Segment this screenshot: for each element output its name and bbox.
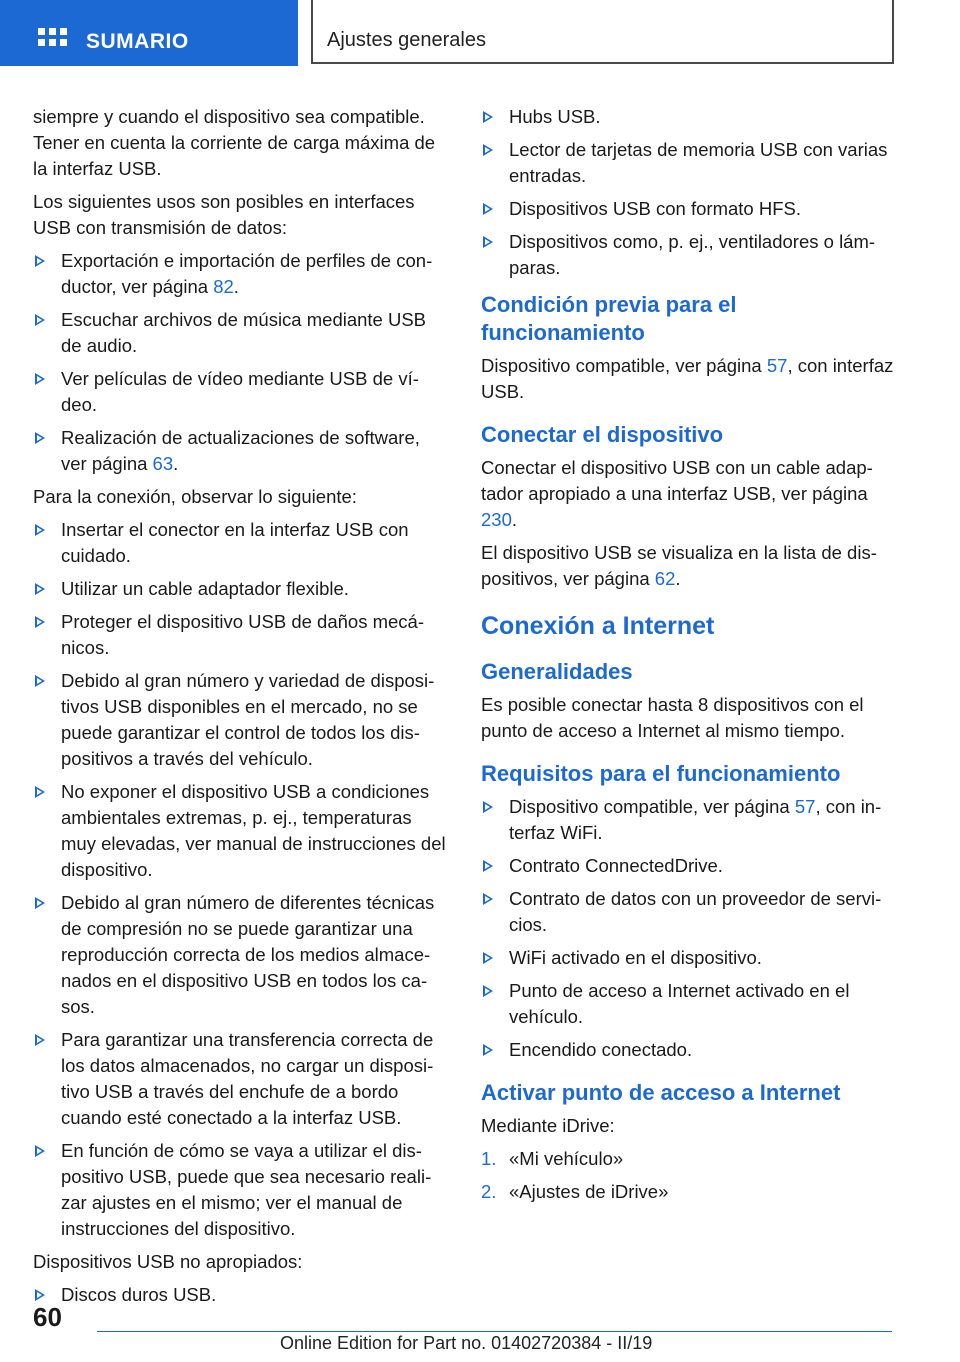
triangle-bullet-icon [483,144,493,156]
list-item-text: Debido al gran número y variedad de dispositivos USB disponibles en el mercado, no se puede garantizar el control de todos los dispositivos a través del vehículo. [61,670,435,769]
step-text: «Ajustes de iDrive» [509,1181,669,1202]
list-item-text: Dispositivo compatible, ver página [509,796,795,817]
grid-menu-icon [38,28,68,52]
section-title: Ajustes generales [327,29,486,51]
list-item-text: No exponer el dispositivo USB a condiciones ambientales extremas, p. ej., temperaturas muy elevadas, ver manual de instrucciones del dispositivo. [61,781,446,880]
triangle-bullet-icon [35,1034,45,1046]
list-item [33,517,447,569]
list-item [481,945,895,971]
list-item [481,853,895,879]
heading-condicion: Condición previa para el funcionamiento [481,292,737,345]
left-column [33,104,447,1315]
list-item-text: Dispositivos como, p. ej., ventiladores o lámparas. [509,231,876,278]
list-item [33,576,447,602]
header-bar [0,0,960,66]
list-item-text: Exportación e importación de perfiles de conductor, ver página [61,250,433,297]
section-tab[interactable] [311,0,894,64]
list-item [33,1282,447,1308]
heading-internet: Conexión a Internet [481,612,715,640]
list-item [33,366,447,418]
step-text: «Mi vehículo» [509,1148,624,1169]
list-item-text: , con interfaz WiFi. [509,796,882,843]
sumario-label: SUMARIO [86,30,189,53]
list-item-text: Discos duros USB. [61,1284,217,1305]
page-link[interactable]: 57 [766,355,788,376]
list-item [481,137,895,189]
list-item-text: Encendido conectado. [509,1039,693,1060]
step-number: 1. [481,1148,497,1169]
list-item [481,229,895,281]
paragraph: Es posible conectar hasta 8 dispositivos con el punto de acceso a Internet al mismo tiempo. [481,694,864,741]
triangle-bullet-icon [35,524,45,536]
paragraph [481,353,895,405]
list-item [33,609,447,661]
list-item-text: Debido al gran número de diferentes técnicas de compresión no se puede garantizar una reproducción correcta de los medios almacenados en el dispositivo USB en todos los casos. [61,892,435,1017]
list-item-text: Contrato de datos con un proveedor de servicios. [509,888,882,935]
list-item-text: Dispositivos USB con formato HFS. [509,198,801,219]
unsuitable-devices-list [33,1282,447,1308]
paragraph-text: Dispositivo compatible, ver página [481,355,767,376]
right-column [481,104,895,1212]
footer-edition: Online Edition for Part no. 01402720384 - II/19 [280,1333,653,1353]
paragraph [481,540,895,592]
connection-notes-list [33,517,447,1242]
page-link[interactable]: 230 [481,509,512,530]
list-item [481,794,895,846]
paragraph-text: . [511,509,518,530]
list-item [481,196,895,222]
triangle-bullet-icon [35,373,45,385]
list-item [33,890,447,1020]
triangle-bullet-icon [35,583,45,595]
list-item [481,978,895,1030]
list-item-text: Para garantizar una transferencia correcta de los datos almacenados, no cargar un dispositivo USB a través del enchufe de a bordo cuando esté conectado a la interfaz USB. [61,1029,434,1128]
list-item [481,886,895,938]
triangle-bullet-icon [483,985,493,997]
step-number: 2. [481,1181,497,1202]
list-item [481,104,895,130]
list-item-text: Lector de tarjetas de memoria USB con varias entradas. [509,139,888,186]
triangle-bullet-icon [35,675,45,687]
paragraph: Mediante iDrive: [481,1115,615,1136]
triangle-bullet-icon [35,616,45,628]
list-item-text: En función de cómo se vaya a utilizar el dispositivo USB, puede que sea necesario realizar ajustes en el mismo; ver el manual de instrucciones del dispositivo. [61,1140,432,1239]
requirements-list [481,794,895,1063]
heading-requisitos: Requisitos para el funcionamiento [481,761,841,786]
paragraph-text: , con interfaz USB. [481,355,894,402]
list-item [33,1138,447,1242]
triangle-bullet-icon [35,432,45,444]
triangle-bullet-icon [35,786,45,798]
paragraph: Para la conexión, observar lo siguiente: [33,486,357,507]
triangle-bullet-icon [35,897,45,909]
list-item-text: Hubs USB. [509,106,601,127]
list-item-text: Proteger el dispositivo USB de daños mecánicos. [61,611,425,658]
triangle-bullet-icon [483,860,493,872]
paragraph-text: El dispositivo USB se visualiza en la lista de dispositivos, ver página [481,542,877,589]
paragraph: siempre y cuando el dispositivo sea compatible. Tener en cuenta la corriente de carga máxima de la interfaz USB. [33,106,436,179]
triangle-bullet-icon [483,893,493,905]
heading-activar: Activar punto de acceso a Internet [481,1080,841,1105]
list-item-text: Insertar el conector en la interfaz USB con cuidado. [61,519,409,566]
footer-divider [97,1331,892,1332]
list-item [33,425,447,477]
page-link[interactable]: 62 [654,568,676,589]
list-item [33,668,447,772]
list-item [33,1027,447,1131]
list-item [33,779,447,883]
triangle-bullet-icon [35,255,45,267]
triangle-bullet-icon [483,236,493,248]
page-link[interactable]: 82 [213,276,234,297]
sumario-button[interactable] [0,0,298,66]
list-item-text: Punto de acceso a Internet activado en el vehículo. [509,980,850,1027]
paragraph: Dispositivos USB no apropiados: [33,1251,303,1272]
page-link[interactable]: 63 [152,453,174,474]
heading-conectar: Conectar el dispositivo [481,422,724,447]
paragraph [481,455,895,533]
list-item-text: Ver películas de vídeo mediante USB de vídeo. [61,368,419,415]
paragraph-text: . [675,568,681,589]
paragraph-text: Conectar el dispositivo USB con un cable adaptador apropiado a una interfaz USB, ver página [481,457,873,504]
step-item [481,1179,895,1205]
list-item-text: . [233,276,239,297]
triangle-bullet-icon [35,1289,45,1301]
list-item-text: Escuchar archivos de música mediante USB de audio. [61,309,427,356]
unsuitable-devices-list-cont [481,104,895,281]
list-item [33,248,447,300]
list-item-text: Utilizar un cable adaptador flexible. [61,578,349,599]
usb-uses-list [33,248,447,477]
triangle-bullet-icon [35,314,45,326]
step-item [481,1146,895,1172]
list-item-text: WiFi activado en el dispositivo. [509,947,762,968]
steps-list [481,1146,895,1205]
triangle-bullet-icon [483,952,493,964]
triangle-bullet-icon [35,1145,45,1157]
heading-generalidades: Generalidades [481,659,633,684]
triangle-bullet-icon [483,801,493,813]
list-item [481,1037,895,1063]
list-item [33,307,447,359]
triangle-bullet-icon [483,111,493,123]
list-item-text: . [173,453,179,474]
list-item-text: Contrato ConnectedDrive. [509,855,723,876]
triangle-bullet-icon [483,203,493,215]
page-link[interactable]: 57 [794,796,816,817]
paragraph: Los siguientes usos son posibles en interfaces USB con transmisión de datos: [33,191,415,238]
triangle-bullet-icon [483,1044,493,1056]
page-number: 60 [33,1302,62,1332]
list-item-text: Realización de actualizaciones de software, ver página [61,427,420,474]
